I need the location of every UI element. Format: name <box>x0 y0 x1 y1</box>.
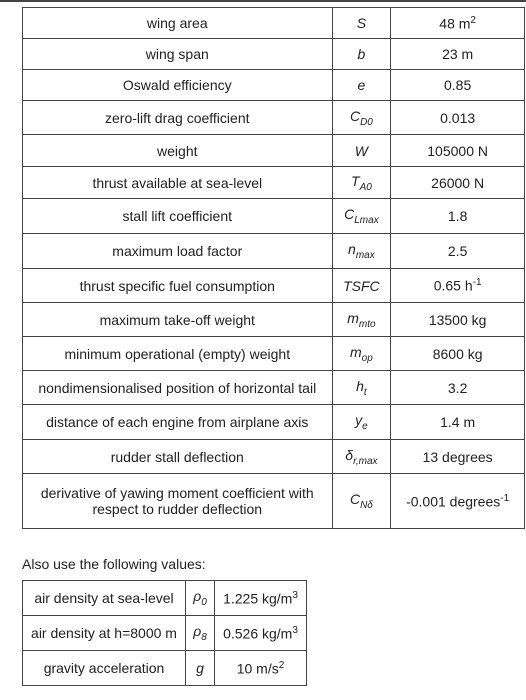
parameter-value <box>391 39 525 70</box>
value-text: 0.85 <box>444 77 472 93</box>
parameter-name <box>23 651 186 686</box>
value-text: 13500 kg <box>428 311 487 328</box>
symbol-base: δ <box>345 446 354 463</box>
parameter-symbol <box>332 135 391 167</box>
parameter-name-text: wing area <box>146 15 208 31</box>
parameter-symbol <box>332 405 391 440</box>
parameter-name-text: Oswald efficiency <box>122 77 232 93</box>
table-row <box>23 167 525 199</box>
symbol-base: T <box>351 172 360 189</box>
parameter-value <box>391 135 525 167</box>
table-row <box>23 269 525 303</box>
parameter-value <box>391 371 525 405</box>
value-text: 3.2 <box>447 379 468 396</box>
parameter-name-text: distance of each engine from airplane axis <box>46 414 309 430</box>
parameter-name <box>23 337 333 371</box>
value-text: 1.4 m <box>440 414 476 430</box>
value-superscript: -1 <box>500 492 510 504</box>
symbol-subscript: A0 <box>359 181 372 193</box>
value-text: 48 m <box>439 15 471 32</box>
top-rule <box>0 0 526 2</box>
table-row <box>23 337 525 371</box>
parameter-value <box>391 101 525 135</box>
table-row <box>23 405 525 440</box>
value-text: 13 degrees <box>422 448 493 465</box>
value-superscript: -1 <box>472 277 482 289</box>
table-row <box>23 70 525 101</box>
table-row <box>23 581 307 616</box>
table-row <box>23 651 307 686</box>
parameter-name-text: rudder stall deflection <box>110 448 244 465</box>
value-text: 26000 N <box>431 174 485 191</box>
symbol-subscript: 0 <box>201 596 207 608</box>
parameter-name <box>23 8 333 39</box>
value-superscript: 2 <box>470 14 476 26</box>
parameter-symbol <box>332 337 391 371</box>
parameter-name-text: maximum take-off weight <box>99 311 255 328</box>
value-text: 23 m <box>442 46 474 62</box>
symbol-subscript: 8 <box>201 631 207 643</box>
parameter-symbol <box>332 101 391 135</box>
symbol-base: n <box>348 241 356 258</box>
symbol-base: TSFC <box>343 277 380 294</box>
parameter-symbol <box>332 269 391 303</box>
symbol-subscript: Nδ <box>360 499 373 511</box>
parameter-name <box>23 371 333 405</box>
parameter-name <box>23 167 333 199</box>
table-row <box>23 440 525 474</box>
parameter-name-text: maximum load factor <box>112 243 243 259</box>
symbol-subscript: r,max <box>353 455 378 467</box>
parameter-value <box>391 167 525 199</box>
value-text: -0.001 degrees <box>406 493 501 510</box>
symbol-base: g <box>196 660 204 676</box>
parameter-symbol <box>332 167 391 199</box>
symbol-base: m <box>347 309 359 326</box>
additional-values-table <box>22 580 307 686</box>
parameter-symbol <box>186 581 215 616</box>
table-row <box>23 234 525 269</box>
parameter-name <box>23 39 333 70</box>
table-row <box>23 101 525 135</box>
parameter-name <box>23 101 333 135</box>
parameter-name <box>23 70 333 101</box>
parameter-name-text: thrust available at sea-level <box>92 174 263 191</box>
value-text: 1.8 <box>447 208 468 224</box>
note-text: Also use the following values: <box>22 556 206 572</box>
parameter-name-text: derivative of yawing moment coefficient with respect to rudder deflection <box>40 485 314 517</box>
parameters-table <box>22 7 525 529</box>
parameter-value <box>391 405 525 440</box>
parameter-value <box>391 337 525 371</box>
table-row <box>23 371 525 405</box>
table-row <box>23 8 525 39</box>
parameter-symbol <box>332 234 391 269</box>
symbol-base: y <box>355 412 363 429</box>
parameter-name-text: thrust specific fuel consumption <box>79 277 275 294</box>
parameter-name-text: nondimensionalised position of horizontal tail <box>38 379 317 396</box>
symbol-base: C <box>349 107 361 124</box>
symbol-base: ρ <box>193 623 202 640</box>
value-text: 0.65 h <box>433 277 473 294</box>
table-row <box>23 135 525 167</box>
symbol-base: b <box>357 46 366 62</box>
parameter-name <box>23 474 333 529</box>
parameter-value <box>391 70 525 101</box>
symbol-subscript: Lmax <box>354 214 379 226</box>
parameter-symbol <box>332 440 391 474</box>
parameter-symbol <box>332 70 391 101</box>
parameter-symbol <box>332 303 391 337</box>
value-text: 2.5 <box>447 243 468 259</box>
table-row <box>23 39 525 70</box>
parameter-value <box>391 440 525 474</box>
value-superscript: 2 <box>278 659 285 671</box>
table-row <box>23 199 525 234</box>
symbol-base: h <box>356 377 364 394</box>
value-text: 0.526 kg/m <box>223 625 293 642</box>
value-text: 1.225 kg/m <box>223 590 293 607</box>
parameter-name-text: minimum operational (empty) weight <box>64 345 291 362</box>
parameter-name-text: air density at h=8000 m <box>31 625 177 641</box>
parameter-name <box>23 440 333 474</box>
table-row <box>23 303 525 337</box>
parameter-symbol <box>332 474 391 529</box>
parameter-value <box>391 234 525 269</box>
parameter-name <box>23 135 333 167</box>
symbol-base: ρ <box>193 588 202 605</box>
parameter-name <box>23 616 186 651</box>
parameter-symbol <box>332 371 391 405</box>
value-text: 8600 kg <box>432 345 483 362</box>
parameter-name-text: weight <box>157 142 198 159</box>
value-superscript: 3 <box>292 589 298 601</box>
parameter-value <box>391 474 525 529</box>
parameter-name <box>23 234 333 269</box>
symbol-base: m <box>350 343 362 360</box>
value-superscript: 3 <box>292 624 298 636</box>
symbol-base: W <box>354 142 368 159</box>
parameter-name <box>23 581 186 616</box>
parameter-value <box>215 651 307 686</box>
value-text: 0.013 <box>440 109 476 126</box>
parameter-value <box>391 199 525 234</box>
parameter-name <box>23 269 333 303</box>
parameter-value <box>391 303 525 337</box>
value-text: 10 m/s <box>236 660 279 677</box>
symbol-base: C <box>349 491 361 508</box>
table-row <box>23 616 307 651</box>
parameter-value <box>391 269 525 303</box>
parameter-name <box>23 303 333 337</box>
parameter-name-text: stall lift coefficient <box>122 208 232 224</box>
symbol-base: e <box>357 77 366 93</box>
symbol-subscript: mto <box>358 318 376 330</box>
symbol-subscript: op <box>361 352 373 364</box>
parameter-symbol <box>186 651 215 686</box>
symbol-subscript: e <box>362 420 368 432</box>
parameter-name-text: gravity acceleration <box>43 660 165 676</box>
symbol-subscript: D0 <box>360 116 373 128</box>
parameter-symbol <box>332 8 391 39</box>
parameter-symbol <box>186 616 215 651</box>
parameter-name <box>23 405 333 440</box>
parameter-name-text: air density at sea-level <box>34 590 174 606</box>
table-row <box>23 474 525 529</box>
symbol-base: C <box>344 206 355 223</box>
parameter-name-text: wing span <box>145 46 209 62</box>
symbol-base: S <box>356 15 367 31</box>
parameter-symbol <box>332 199 391 234</box>
value-text: 105000 N <box>427 142 488 159</box>
parameter-value <box>391 8 525 39</box>
parameter-name-text: zero-lift drag coefficient <box>105 109 250 126</box>
parameter-value <box>215 616 307 651</box>
parameter-name <box>23 199 333 234</box>
symbol-subscript: max <box>355 249 375 261</box>
symbol-subscript: t <box>363 386 367 398</box>
parameter-symbol <box>332 39 391 70</box>
parameter-value <box>215 581 307 616</box>
